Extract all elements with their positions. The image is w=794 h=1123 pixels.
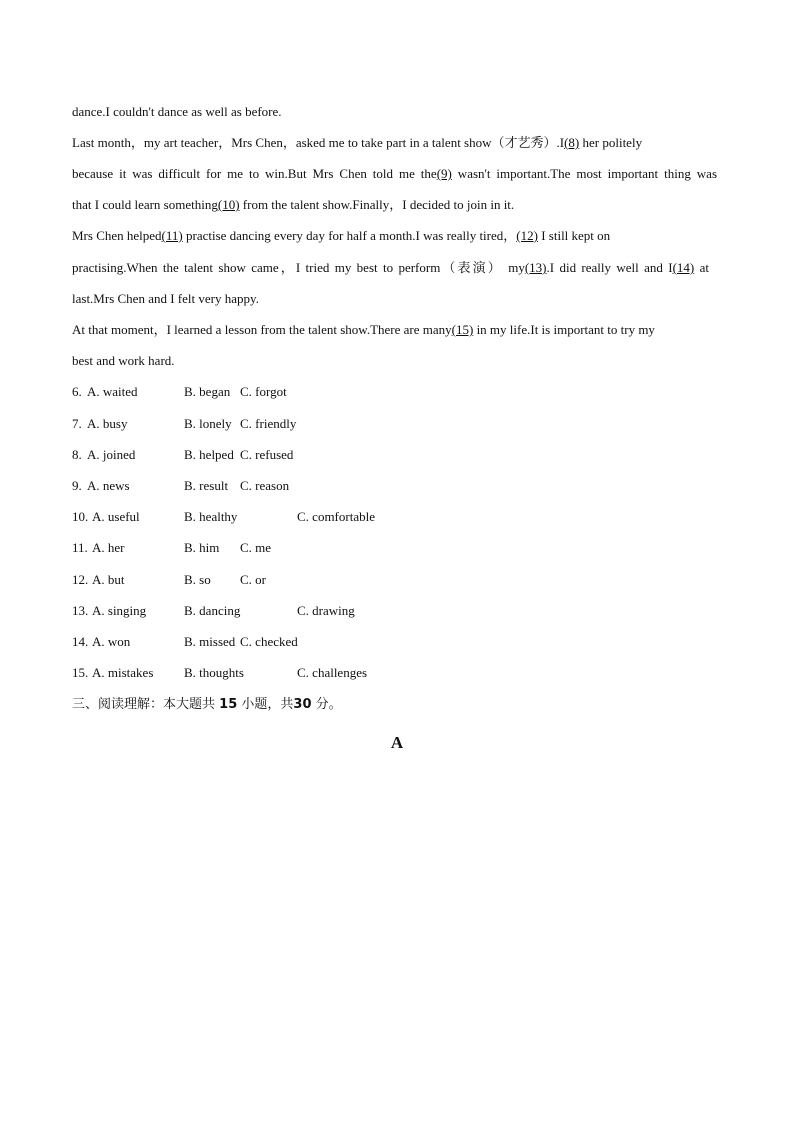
option-b: B. healthy [184, 509, 238, 524]
question-number: 14. [72, 634, 89, 649]
passage-text: Mrs Chen helped [72, 228, 162, 243]
option-c: C. forgot [240, 384, 287, 399]
passage-line-3 [72, 197, 732, 213]
passage-text: from the talent show.Finally，I decided to join in it. [239, 197, 515, 212]
question-number: 9. [72, 478, 82, 493]
option-c: C. me [240, 540, 272, 555]
passage-text: Last month，my art teacher，Mrs Chen，asked me to take part in a talent show（才艺秀）.I [72, 135, 565, 150]
passage-text: wasn't important.The most important thing was [451, 166, 718, 181]
passage-heading: A [390, 733, 404, 752]
passage-line-5 [72, 260, 709, 276]
blank-9: (9) [436, 166, 452, 181]
passage-line-7 [72, 322, 732, 338]
option-b: B. helped [184, 447, 234, 462]
question-number: 10. [72, 509, 89, 524]
option-c: C. comfortable [297, 509, 375, 524]
passage-line-6 [72, 291, 732, 307]
option-b: B. result [184, 478, 229, 493]
passage-text: in my life.It is important to try my [473, 322, 655, 337]
passage-text: .I did really well and I [546, 260, 673, 275]
question-number: 6. [72, 384, 82, 399]
option-a: A. won [92, 634, 131, 649]
blank-11: (11) [161, 228, 183, 243]
option-a: A. but [92, 572, 125, 587]
option-b: B. thoughts [184, 665, 244, 680]
passage-text: best and work hard. [72, 353, 175, 368]
section-score: 30 [293, 697, 312, 712]
option-c: C. challenges [297, 665, 368, 680]
option-a: A. news [87, 478, 130, 493]
option-a: A. waited [87, 384, 138, 399]
option-b: B. him [184, 540, 220, 555]
option-a: A. mistakes [92, 665, 154, 680]
question-number: 13. [72, 603, 89, 618]
question-number: 7. [72, 416, 82, 431]
passage-text: dance.I couldn't dance as well as before. [72, 104, 282, 119]
section-text: 小题，共 [241, 697, 294, 712]
passage-text: because it was difficult for me to win.But Mrs Chen told me the [72, 166, 437, 181]
option-b: B. missed [184, 634, 236, 649]
option-b: B. so [184, 572, 211, 587]
section-text: 三、阅读理解：本大题共 [72, 697, 216, 712]
blank-8: (8) [564, 135, 580, 150]
blank-14: (14) [672, 260, 695, 275]
option-c: C. reason [240, 478, 290, 493]
option-b: B. dancing [184, 603, 241, 618]
option-a: A. her [92, 540, 125, 555]
option-c: C. drawing [297, 603, 355, 618]
option-a: A. useful [92, 509, 140, 524]
option-a: A. busy [87, 416, 128, 431]
question-number: 11. [72, 540, 88, 555]
blank-15: (15) [451, 322, 474, 337]
passage-text: that I could learn something [72, 197, 218, 212]
option-b: B. lonely [184, 416, 232, 431]
passage-line-4 [72, 228, 732, 244]
blank-10: (10) [217, 197, 240, 212]
passage-text: last.Mrs Chen and I felt very happy. [72, 291, 259, 306]
passage-text: I still kept on [537, 228, 611, 243]
section-text: 分。 [315, 697, 342, 712]
passage-line-2 [72, 166, 717, 182]
passage-text: practise dancing every day for half a month.I was really tired， [182, 228, 517, 243]
blank-13: (13) [524, 260, 547, 275]
question-number: 8. [72, 447, 82, 462]
passage-text: at [694, 260, 709, 275]
option-a: A. singing [92, 603, 147, 618]
section-header [72, 697, 342, 713]
option-c: C. checked [240, 634, 298, 649]
blank-12: (12) [516, 228, 538, 243]
question-number: 12. [72, 572, 89, 587]
option-a: A. joined [87, 447, 136, 462]
option-c: C. or [240, 572, 266, 587]
passage-text: practising.When the talent show came，I tried my best to perform（表演） my [72, 260, 525, 275]
option-c: C. refused [240, 447, 294, 462]
passage-text: At that moment，I learned a lesson from the talent show.There are many [72, 322, 452, 337]
passage-line-0 [72, 104, 732, 120]
passage-text: her politely [579, 135, 643, 150]
passage-line-8 [72, 353, 732, 369]
option-b: B. began [184, 384, 231, 399]
section-count: 15 [219, 697, 238, 712]
question-number: 15. [72, 665, 89, 680]
passage-line-1 [72, 135, 732, 151]
option-c: C. friendly [240, 416, 297, 431]
